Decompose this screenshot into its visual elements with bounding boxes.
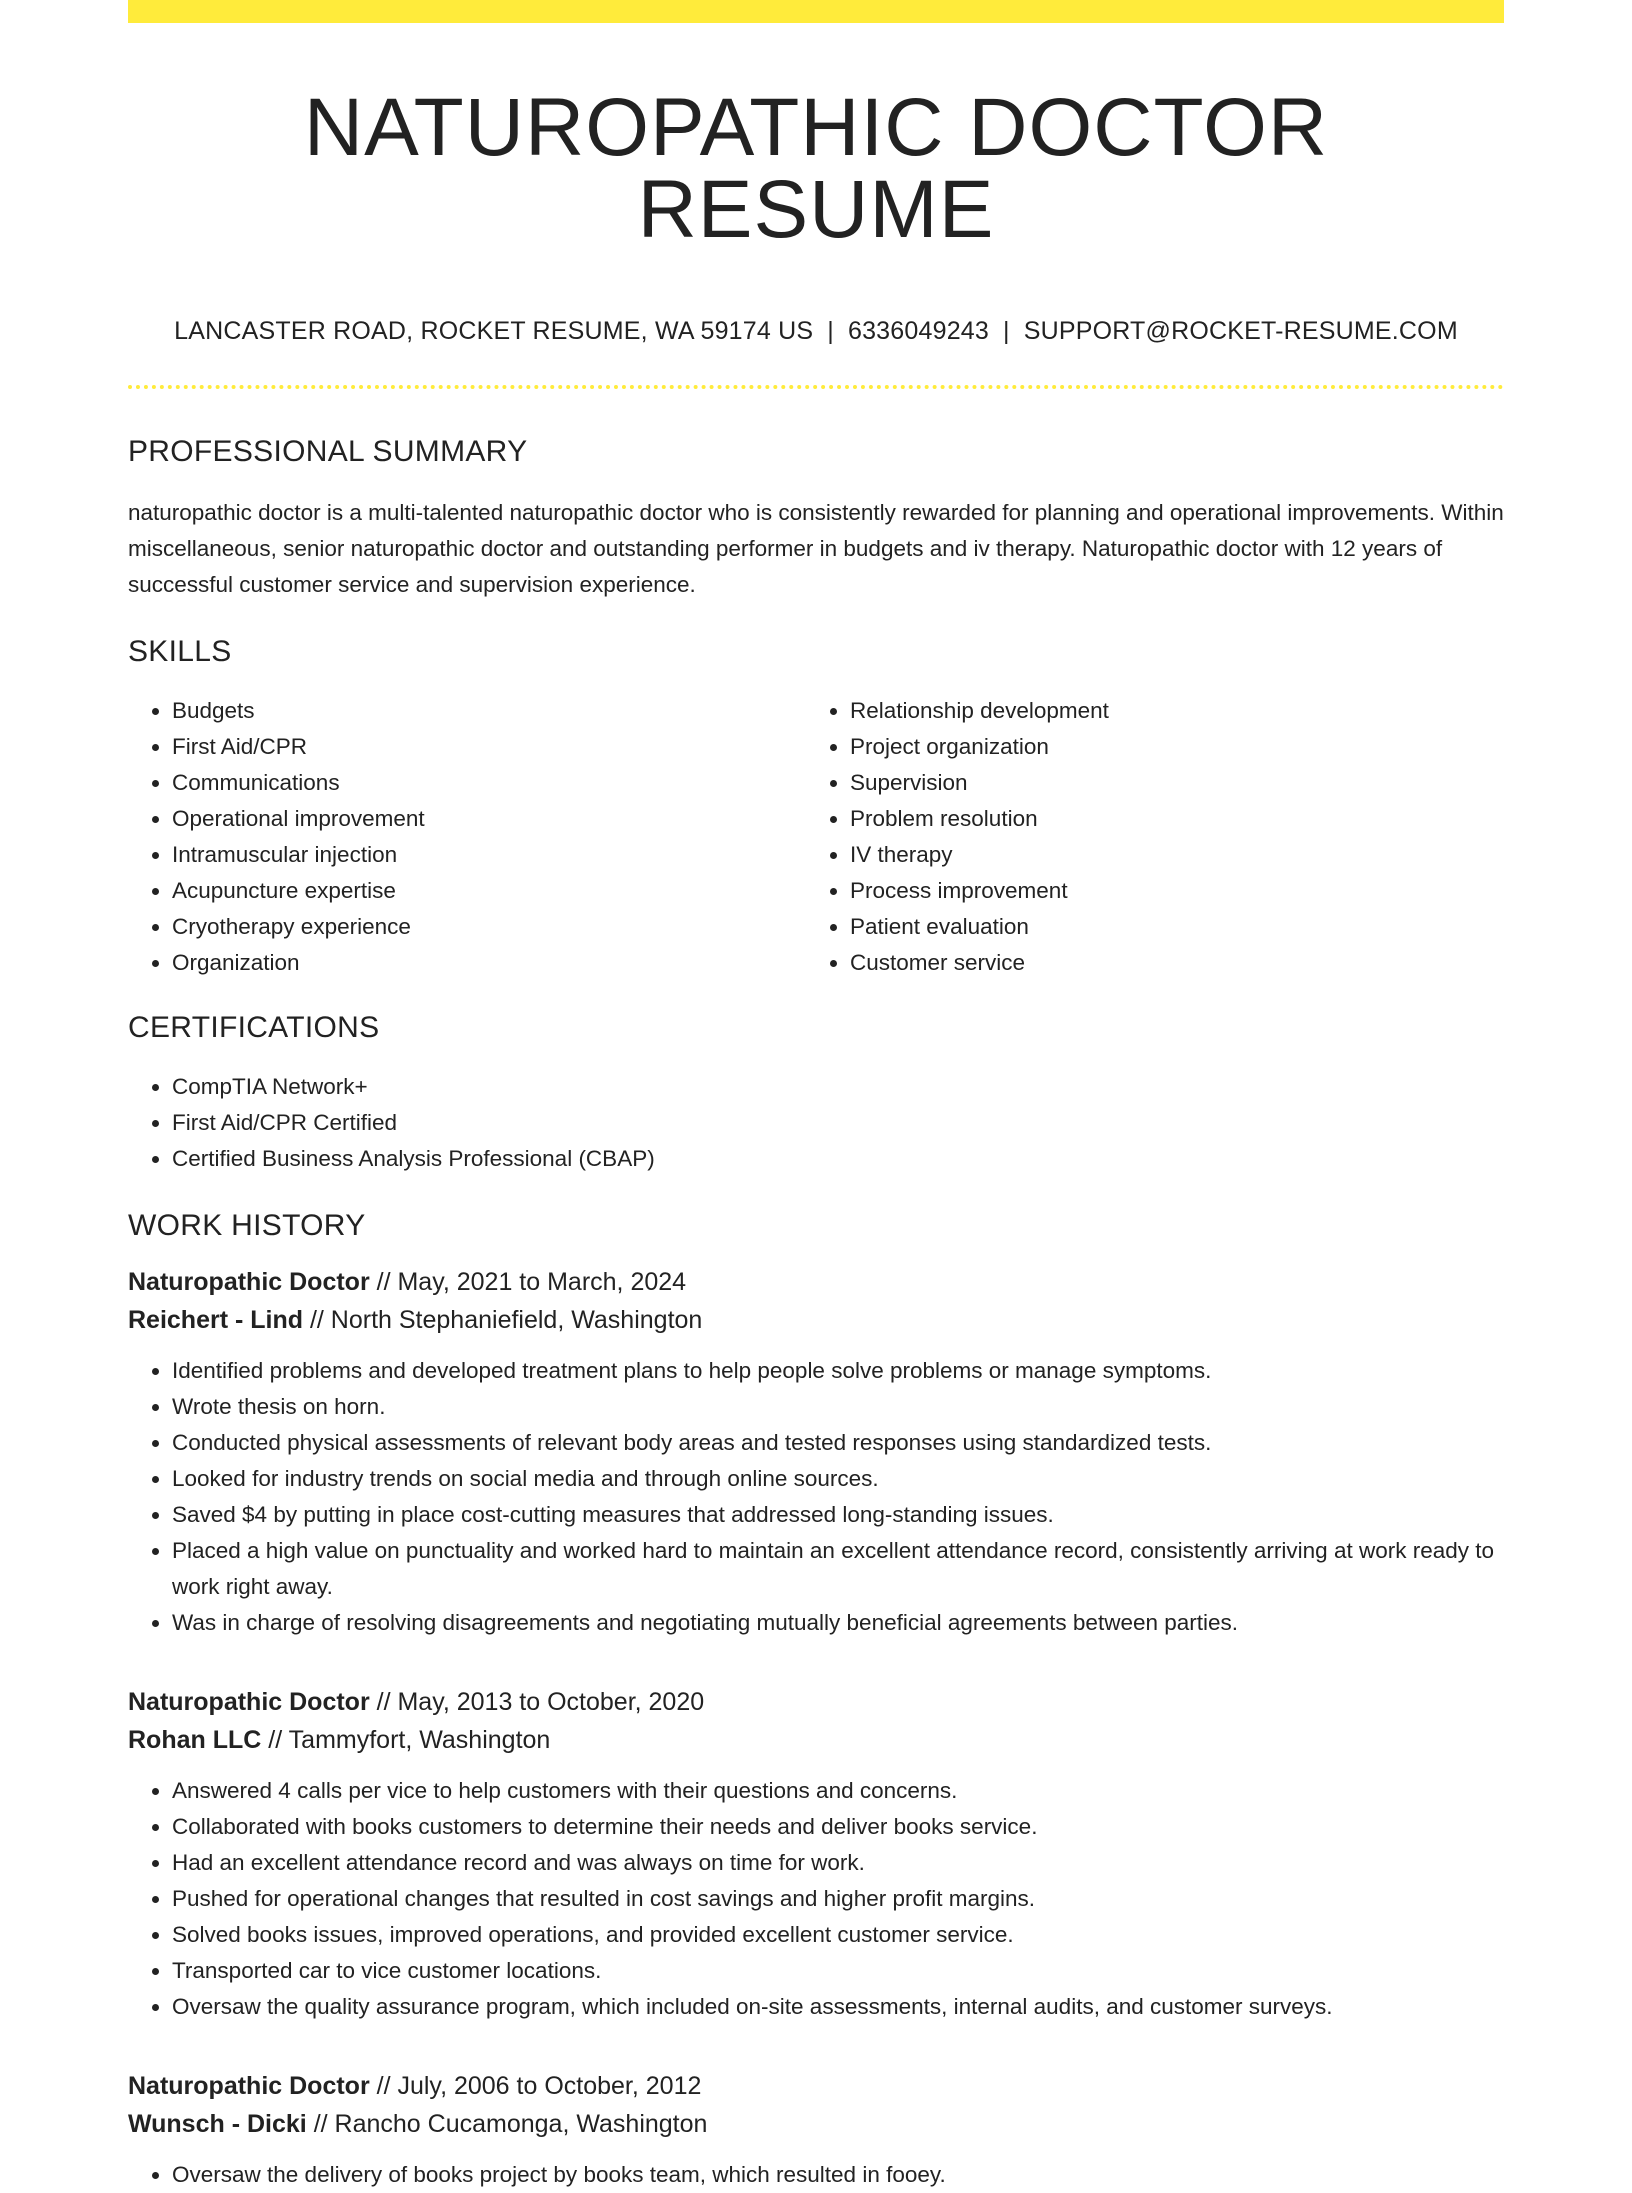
skill-item: • Process improvement	[850, 873, 1109, 909]
job-bullet: • Collaborated with books customers to determine their needs and deliver books service.	[172, 1809, 1504, 1845]
job-bullet: • Had an excellent attendance record and was always on time for work.	[172, 1845, 1504, 1881]
job-bullet: • Answered 4 calls per vice to help customers with their questions and concerns.	[172, 1773, 1504, 1809]
skill-item: • Customer service	[850, 945, 1109, 981]
skill-item: • Cryotherapy experience	[172, 909, 806, 945]
job-bullet: • Looked for industry trends on social media and through online sources.	[172, 1461, 1504, 1497]
job-title-line	[128, 1683, 1504, 1721]
dotted-divider	[128, 385, 1504, 389]
contact-line	[128, 317, 1504, 346]
contact-phone: 6336049243	[847, 317, 990, 345]
job-bullet: • Transported car to vice customer locations.	[172, 1953, 1504, 1989]
job-company-line	[128, 1721, 1504, 1759]
certification-item: • CompTIA Network+	[172, 1069, 1504, 1105]
skill-item: • Relationship development	[850, 693, 1109, 729]
job-location: // Tammyfort, Washington	[261, 1726, 551, 1754]
skill-item: • Operational improvement	[172, 801, 806, 837]
certification-item: • Certified Business Analysis Professional (CBAP)	[172, 1141, 1504, 1177]
job-title-line	[128, 1263, 1504, 1301]
certification-item: • First Aid/CPR Certified	[172, 1105, 1504, 1141]
work-history-heading: WORK HISTORY	[128, 1209, 366, 1242]
job-bullets	[128, 1773, 1504, 2025]
summary-text: naturopathic doctor is a multi-talented naturopathic doctor who is consistently rewarded for planning and operational improvements. Within miscellaneous, senior naturopathic doctor and outstanding performer in budgets and iv therapy. Naturopathic doctor with 12 years of successful customer service and supervision experience.	[128, 500, 1504, 597]
job-bullet: • Solved books issues, improved operations, and provided excellent customer service.	[172, 1917, 1504, 1953]
job-title-line	[128, 2067, 1504, 2105]
job-dates: // May, 2021 to March, 2024	[369, 1268, 687, 1296]
job-bullet: • Identified problems and developed treatment plans to help people solve problems or manage symptoms.	[172, 1353, 1504, 1389]
job-bullet: • Oversaw the delivery of books project by books team, which resulted in fooey.	[172, 2157, 1504, 2193]
job-location: // North Stephaniefield, Washington	[303, 1306, 703, 1334]
job-bullet: • Was in charge of resolving disagreements and negotiating mutually beneficial agreements between parties.	[172, 1605, 1504, 1641]
skill-item: • Budgets	[172, 693, 806, 729]
job-bullet: • Saved $4 by putting in place cost-cutting measures that addressed long-standing issues.	[172, 1497, 1504, 1533]
resume-page	[128, 0, 1504, 2193]
skill-item: • Intramuscular injection	[172, 837, 806, 873]
job-title: Naturopathic Doctor	[128, 1688, 370, 1716]
job-bullets	[128, 1353, 1504, 1641]
job-dates: // July, 2006 to October, 2012	[369, 2072, 702, 2100]
job-bullets	[128, 2157, 1504, 2193]
skill-item: • Supervision	[850, 765, 1109, 801]
skill-item: • Problem resolution	[850, 801, 1109, 837]
skills-left-column	[128, 693, 806, 981]
skill-item: • First Aid/CPR	[172, 729, 806, 765]
job-entry	[128, 1263, 1504, 1641]
skill-item: • Project organization	[850, 729, 1109, 765]
skills-grid	[128, 693, 1504, 981]
job-entry	[128, 2067, 1504, 2193]
job-company: Reichert - Lind	[128, 1306, 304, 1334]
contact-email: SUPPORT@ROCKET-RESUME.COM	[1023, 317, 1458, 345]
job-bullet: • Oversaw the quality assurance program, which included on-site assessments, internal audits, and customer surveys.	[172, 1989, 1504, 2025]
job-title: Naturopathic Doctor	[128, 2072, 370, 2100]
job-bullet: • Wrote thesis on horn.	[172, 1389, 1504, 1425]
job-location: // Rancho Cucamonga, Washington	[306, 2110, 708, 2138]
contact-address: LANCASTER ROAD, ROCKET RESUME, WA 59174 US	[174, 317, 814, 345]
skills-heading: SKILLS	[128, 635, 232, 668]
skill-item: • IV therapy	[850, 837, 1109, 873]
skill-item: • Communications	[172, 765, 806, 801]
skill-item: • Patient evaluation	[850, 909, 1109, 945]
contact-separator: |	[1003, 317, 1010, 345]
certifications-list	[128, 1069, 1504, 1177]
job-bullet: • Placed a high value on punctuality and worked hard to maintain an excellent attendance record, consistently arriving at work ready to work right away.	[172, 1533, 1504, 1605]
resume-title: NATUROPATHIC DOCTOR RESUME	[303, 82, 1329, 255]
job-bullet: • Conducted physical assessments of relevant body areas and tested responses using standardized tests.	[172, 1425, 1504, 1461]
job-entry	[128, 1683, 1504, 2025]
summary-heading: PROFESSIONAL SUMMARY	[128, 435, 528, 468]
job-company: Wunsch - Dicki	[128, 2110, 307, 2138]
job-company: Rohan LLC	[128, 1726, 262, 1754]
contact-separator: |	[827, 317, 834, 345]
job-company-line	[128, 1301, 1504, 1339]
job-bullet: • Pushed for operational changes that resulted in cost savings and higher profit margins.	[172, 1881, 1504, 1917]
job-dates: // May, 2013 to October, 2020	[369, 1688, 705, 1716]
certifications-heading: CERTIFICATIONS	[128, 1011, 380, 1044]
skill-item: • Organization	[172, 945, 806, 981]
accent-top-bar	[128, 0, 1504, 23]
skills-right-column	[806, 693, 1109, 981]
skill-item: • Acupuncture expertise	[172, 873, 806, 909]
job-title: Naturopathic Doctor	[128, 1268, 370, 1296]
job-company-line	[128, 2105, 1504, 2143]
